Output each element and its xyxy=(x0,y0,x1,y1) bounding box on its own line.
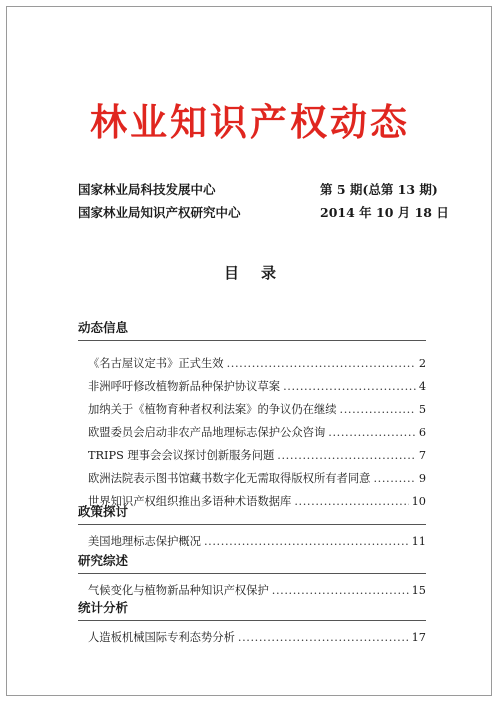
toc-entry-page: 11 xyxy=(411,535,426,548)
toc-entry-page: 10 xyxy=(411,495,426,508)
toc-entry-title[interactable]: 非洲呼吁修改植物新品种保护协议草案 xyxy=(88,380,281,393)
toc-entry-page: 7 xyxy=(418,449,426,462)
dot-leader xyxy=(373,472,415,485)
section-divider xyxy=(78,573,426,574)
toc-section-news xyxy=(78,318,426,516)
publication-title: 林业知识产权动态 xyxy=(90,101,410,144)
org-line-1: 国家林业局科技发展中心 xyxy=(78,182,216,197)
toc-entry-page: 4 xyxy=(418,380,426,393)
dot-leader xyxy=(277,449,416,462)
toc-entry-title[interactable]: 欧盟委员会启动非农产品地理标志保护公众咨询 xyxy=(88,426,326,439)
toc-entry[interactable] xyxy=(88,629,426,652)
toc-entry-page: 9 xyxy=(418,472,426,485)
issue-date: 2014 年 10 月 18 日 xyxy=(320,205,449,220)
toc-section-research xyxy=(78,551,426,605)
toc-section-policy xyxy=(78,502,426,556)
toc-entry-page: 15 xyxy=(411,584,426,597)
section-title: 政策探讨 xyxy=(78,504,129,519)
org-line-2: 国家林业局知识产权研究中心 xyxy=(78,205,241,220)
toc-entry-title[interactable]: 气候变化与植物新品种知识产权保护 xyxy=(88,584,269,597)
dot-leader xyxy=(328,426,416,439)
dot-leader xyxy=(340,403,416,416)
toc-entry-title[interactable]: 欧洲法院表示图书馆藏书数字化无需取得版权所有者同意 xyxy=(88,472,371,485)
toc-entry-title[interactable]: 人造板机械国际专利态势分析 xyxy=(88,631,235,644)
section-divider xyxy=(78,340,426,341)
toc-heading: 目录 xyxy=(223,264,298,282)
toc-entry-title[interactable]: 世界知识产权组织推出多语种术语数据库 xyxy=(88,495,292,508)
toc-entry-title[interactable]: 《名古屋议定书》正式生效 xyxy=(88,357,224,370)
section-divider xyxy=(78,524,426,525)
toc-entry-page: 6 xyxy=(418,426,426,439)
dot-leader xyxy=(272,584,409,597)
toc-entry[interactable] xyxy=(88,424,426,447)
toc-entry[interactable] xyxy=(88,447,426,470)
toc-entry-title[interactable]: 美国地理标志保护概况 xyxy=(88,535,201,548)
toc-entry-title[interactable]: 加纳关于《植物育种者权利法案》的争议仍在继续 xyxy=(88,403,337,416)
dot-leader xyxy=(238,631,409,644)
toc-entry-page: 2 xyxy=(418,357,426,370)
section-divider xyxy=(78,620,426,621)
issue-number: 第 5 期(总第 13 期) xyxy=(320,182,438,197)
dot-leader xyxy=(227,357,416,370)
toc-entry-page: 17 xyxy=(411,631,426,644)
toc-section-statistics xyxy=(78,598,426,652)
toc-entry[interactable] xyxy=(88,355,426,378)
section-title: 统计分析 xyxy=(78,600,129,615)
toc-entry[interactable] xyxy=(88,401,426,424)
toc-entry-page: 5 xyxy=(418,403,426,416)
dot-leader xyxy=(204,535,409,548)
dot-leader xyxy=(283,380,416,393)
section-title: 动态信息 xyxy=(78,320,129,335)
toc-entry[interactable] xyxy=(88,378,426,401)
toc-entry[interactable] xyxy=(88,470,426,493)
toc-entry-title[interactable]: TRIPS 理事会会议探讨创新服务问题 xyxy=(88,449,275,462)
section-title: 研究综述 xyxy=(78,553,129,568)
